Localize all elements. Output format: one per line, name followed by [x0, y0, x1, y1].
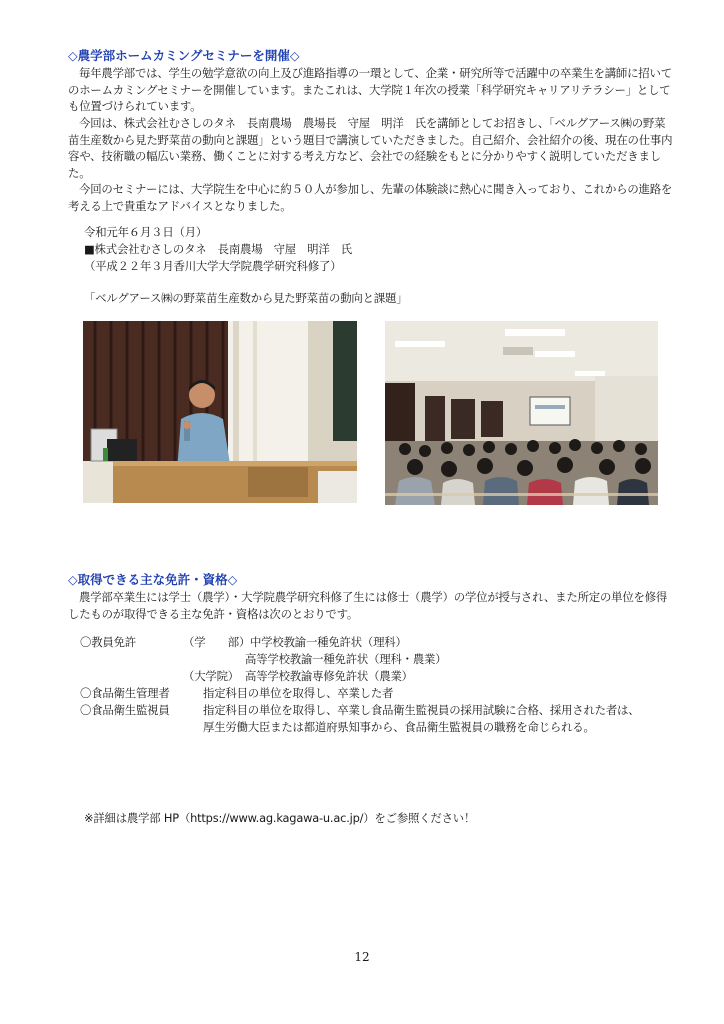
seminar-paragraph-3: 今回のセミナーには、大学院生を中心に約５０人が参加し、先輩の体験談に熱心に聞き入っており、これからの進路を考える上で貴重なアドバイスとなりました。	[68, 182, 673, 213]
license-text-food-inspector-2: 厚生労働大臣または都道府県知事から、食品衛生監視員の職務を命じられる。	[203, 720, 595, 734]
license-category-graduate: （大学院）	[183, 669, 239, 683]
licenses-heading: ◇取得できる主な免許・資格◇	[68, 572, 238, 587]
license-label-food-inspector: 〇食品衛生監視員	[80, 703, 170, 717]
seminar-date: 令和元年６月３日（月）	[84, 225, 208, 239]
page-number: 12	[354, 950, 370, 964]
licenses-intro: 農学部卒業生には学士（農学）・大学院農学研究科修了生には修士（農学）の学位が授与され、また所定の単位を修得したものが取得できる主な免許・資格は次のとおりです。	[68, 590, 668, 621]
seminar-speaker: ■株式会社むさしのタネ 長南農場 守屋 明洋 氏	[84, 242, 352, 256]
seminar-lecture-title: 「ベルグアース㈱の野菜苗生産数から見た野菜苗の動向と課題」	[84, 291, 408, 305]
license-category-undergrad: （学 部）	[183, 635, 251, 649]
seminar-paragraph-2: 今回は、株式会社むさしのタネ 長南農場 農場長 守屋 明洋 氏を講師としてお招きし、「ベルグアース㈱の野菜苗生産数から見た野菜苗の動向と課題」という題目で講演していただきました。自己紹介、会社紹介の後、現在の仕事内容や、技術職の幅広い業務、働くことに対する考え方など、会社での経験をもとに分かりやすく説明していただきました。	[68, 116, 673, 180]
license-text-high-school-1: 高等学校教諭一種免許状（理科・農業）	[245, 652, 447, 666]
license-label-teacher: 〇教員免許	[80, 635, 136, 649]
seminar-heading: ◇農学部ホームカミングセミナーを開催◇	[68, 48, 300, 63]
license-text-junior-high: 中学校教諭一種免許状（理科）	[250, 635, 407, 649]
license-text-food-manager: 指定科目の単位を取得し、卒業した者	[203, 686, 394, 700]
license-text-food-inspector-1: 指定科目の単位を取得し、卒業し食品衛生監視員の採用試験に合格、採用された者は、	[203, 703, 640, 717]
licenses-note: ※詳細は農学部 HP（https://www.ag.kagawa-u.ac.jp/）をご参照ください！	[84, 811, 476, 825]
seminar-speaker-note: （平成２２年３月香川大学大学院農学研究科修了）	[84, 259, 342, 273]
license-label-food-manager: 〇食品衛生管理者	[80, 686, 170, 700]
license-text-high-school-specialist: 高等学校教諭専修免許状（農業）	[245, 669, 413, 683]
audience-photo	[385, 321, 658, 505]
speaker-photo	[83, 321, 357, 503]
seminar-paragraph-1: 毎年農学部では、学生の勉学意欲の向上及び進路指導の一環として、企業・研究所等で活躍中の卒業生を講師に招いてのホームカミングセミナーを開催しています。またこれは、大学院１年次の授業「科学研究キャリアリテラシー」としても位置づけられています。	[68, 66, 672, 114]
